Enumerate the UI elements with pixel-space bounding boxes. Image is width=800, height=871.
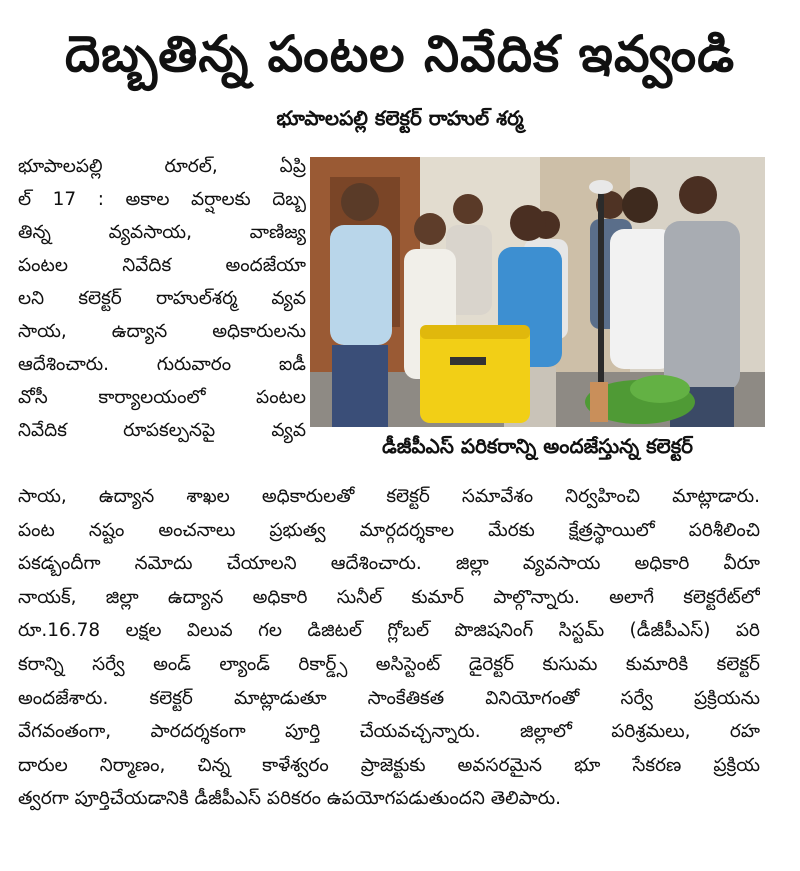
news-photo xyxy=(310,157,765,427)
article-column-text xyxy=(18,150,306,447)
text-line: త్వరగా పూర్తిచేయడానికి డీజీపీఎస్ పరికరం ఉపయోగపడుతుందని తెలిపారు. xyxy=(18,788,561,810)
text-line: కరాన్ని సర్వే అండ్ ల్యాండ్ రికార్డ్స్ అసిస్టెంట్ డైరెక్టర్ కుసుమ కుమారికి కలెక్టర్ xyxy=(18,653,760,675)
text-line: వేగవంతంగా, పారదర్శకంగా పూర్తి చేయవచ్చన్నారు. జిల్లాలో పరిశ్రమలు, రహ xyxy=(18,721,760,743)
text-line: సాయ, ఉద్యాన అధికారులను xyxy=(18,321,306,342)
photo-figure xyxy=(310,157,765,467)
text-line: ఆదేశించారు. గురువారం ఐడీ xyxy=(18,354,306,375)
text-line: దారుల నిర్మాణం, చిన్న కాళేశ్వరం ప్రాజెక్టుకు అవసరమైన భూ సేకరణ ప్రక్రియ xyxy=(18,754,760,776)
photo-illustration xyxy=(310,157,765,427)
text-line: నాయక్, జిల్లా ఉద్యాన అధికారి సునీల్ కుమార్ పాల్గొన్నారు. అలాగే కలెక్టరేట్‌లో xyxy=(18,586,760,608)
text-line: భూపాలపల్లి రూరల్, ఏప్రి xyxy=(18,156,306,177)
text-line: నివేదిక రూపకల్పనపై వ్యవ xyxy=(18,420,306,441)
headline: దెబ్బతిన్న పంటల నివేదిక ఇవ్వండి xyxy=(64,25,736,83)
text-line: ల్ 17 : అకాల వర్షాలకు దెబ్బ xyxy=(18,189,306,210)
text-line: లని కలెక్టర్ రాహుల్‌శర్మ వ్యవ xyxy=(18,288,306,309)
text-line: సాయ, ఉద్యాన శాఖల అధికారులతో కలెక్టర్ సమావేశం నిర్వహించి మాట్లాడారు. xyxy=(18,486,760,507)
text-line: పకడ్బందీగా నమోదు చేయాలని ఆదేశించారు. జిల్లా వ్యవసాయ అధికారి వీరూ xyxy=(18,553,760,575)
article-body-text xyxy=(18,480,760,816)
text-line: తిన్న వ్యవసాయ, వాణిజ్య xyxy=(18,222,306,243)
photo-caption: డీజీపీఎస్ పరికరాన్ని అందజేస్తున్న కలెక్టర్ xyxy=(381,434,694,458)
text-line: వోసీ కార్యాలయంలో పంటల xyxy=(18,387,306,408)
text-line: పంటల నివేదిక అందజేయా xyxy=(18,255,306,276)
text-line: పంట నష్టం అంచనాలు ప్రభుత్వ మార్గదర్శకాల మేరకు క్షేత్రస్థాయిలో పరిశీలించి xyxy=(18,519,760,541)
subheadline: భూపాలపల్లి కలెక్టర్ రాహుల్ శర్మ xyxy=(276,106,524,130)
text-line: అందజేశారు. కలెక్టర్ మాట్లాడుతూ సాంకేతికత వినియోగంతో సర్వే ప్రక్రియను xyxy=(18,687,760,709)
text-line: రూ.16.78 లక్షల విలువ గల డిజిటల్ గ్లోబల్ పొజిషనింగ్ సిస్టమ్ (డీజీపీఎస్) పరి xyxy=(18,620,760,642)
